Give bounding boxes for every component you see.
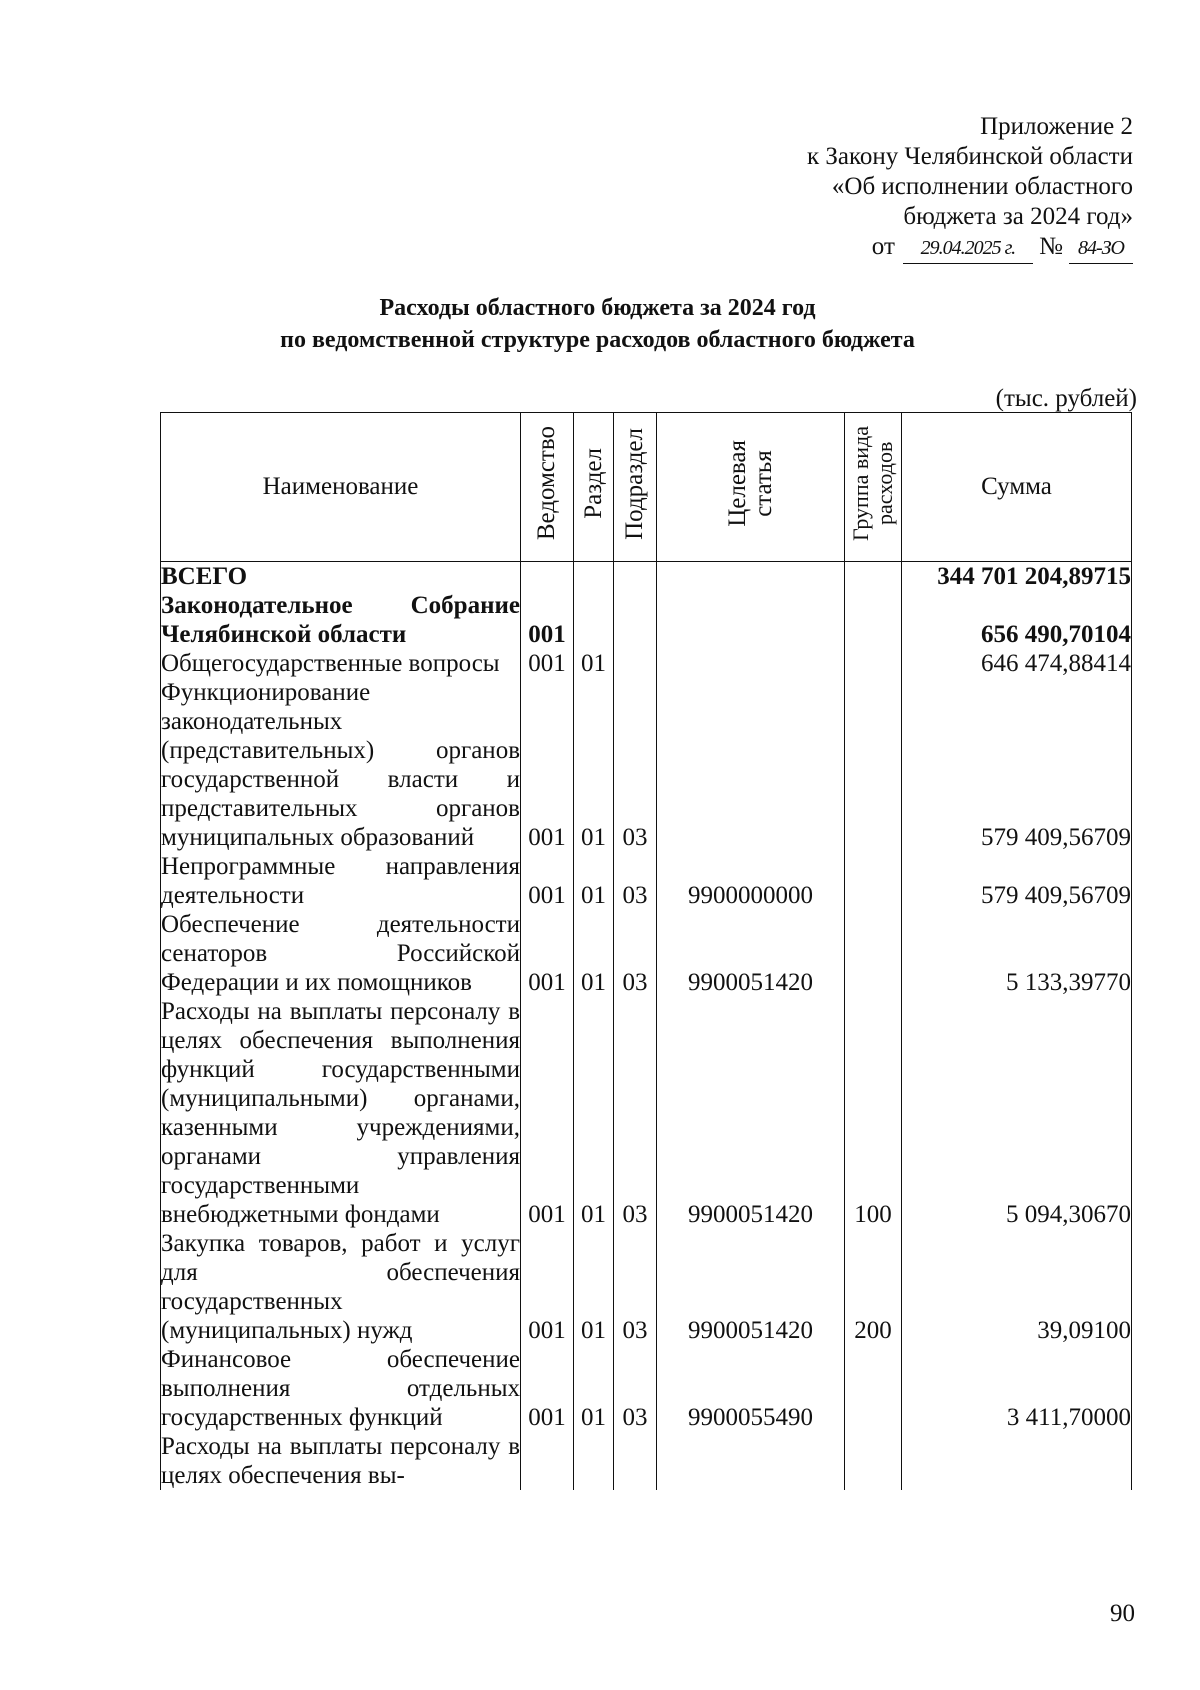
row-group: 100 — [845, 997, 902, 1229]
row-target — [657, 678, 845, 852]
row-subsection — [614, 591, 657, 649]
document-title — [0, 292, 1195, 356]
header-target: Целевая статья — [657, 413, 845, 562]
row-sum: 646 474,88414 — [902, 649, 1132, 678]
law-number: 84-ЗО — [1069, 233, 1133, 264]
row-dept: 001 — [521, 649, 574, 678]
table-row — [161, 910, 1132, 997]
appendix-date-line — [807, 232, 1133, 264]
row-dept: 001 — [521, 852, 574, 910]
table-row — [161, 1229, 1132, 1345]
row-name: Общегосударственные вопросы — [161, 649, 521, 678]
row-name: ВСЕГО — [161, 562, 521, 592]
row-target — [657, 562, 845, 592]
row-section: 01 — [574, 1345, 614, 1432]
appendix-line-3: «Об исполнении областного — [831, 173, 1133, 200]
row-section: 01 — [574, 910, 614, 997]
row-sum: 3 411,70000 — [902, 1345, 1132, 1432]
row-group — [845, 1432, 902, 1490]
row-group — [845, 591, 902, 649]
row-dept — [521, 562, 574, 592]
row-name: Закупка товаров, работ и услуг для обеспечения государственных (муниципальных) нужд — [161, 1230, 520, 1344]
row-dept: 001 — [521, 997, 574, 1229]
appendix-header — [807, 112, 1133, 264]
row-target: 9900055490 — [657, 1345, 845, 1432]
row-section — [574, 562, 614, 592]
header-dept: Ведомство — [521, 413, 574, 562]
table-row — [161, 852, 1132, 910]
row-name: Финансовое обеспечение выполнения отдельных государственных функций — [161, 1346, 520, 1431]
row-subsection: 03 — [614, 910, 657, 997]
page-number: 90 — [1110, 1600, 1135, 1627]
row-group — [845, 678, 902, 852]
units-label: (тыс. рублей) — [995, 385, 1137, 412]
row-subsection: 03 — [614, 678, 657, 852]
row-sum — [902, 1432, 1132, 1490]
law-date: 29.04.2025 г. — [903, 233, 1033, 264]
row-group — [845, 910, 902, 997]
title-line-1: Расходы областного бюджета за 2024 год — [379, 295, 816, 321]
table-row — [161, 678, 1132, 852]
row-group: 200 — [845, 1229, 902, 1345]
row-section: 01 — [574, 1229, 614, 1345]
header-section: Раздел — [574, 413, 614, 562]
appendix-line-2: к Закону Челябинской области — [807, 143, 1133, 170]
row-subsection: 03 — [614, 1345, 657, 1432]
row-dept: 001 — [521, 1345, 574, 1432]
row-dept: 001 — [521, 591, 574, 649]
row-dept: 001 — [521, 910, 574, 997]
row-section: 01 — [574, 678, 614, 852]
table-row — [161, 591, 1132, 649]
row-sum: 579 409,56709 — [902, 852, 1132, 910]
header-group: Группа вида расходов — [845, 413, 902, 562]
row-group — [845, 1345, 902, 1432]
row-sum: 5 133,39770 — [902, 910, 1132, 997]
row-section: 01 — [574, 997, 614, 1229]
row-target: 9900000000 — [657, 852, 845, 910]
table-row — [161, 562, 1132, 592]
row-name: Непрограммные направления деятельности — [161, 853, 520, 909]
row-subsection: 03 — [614, 852, 657, 910]
appendix-line-4: бюджета за 2024 год» — [903, 203, 1133, 230]
number-prefix: № — [1039, 233, 1063, 260]
row-target: 9900051420 — [657, 910, 845, 997]
row-target — [657, 591, 845, 649]
row-name: Расходы на выплаты персоналу в целях обеспечения вы- — [161, 1433, 520, 1489]
row-target — [657, 1432, 845, 1490]
title-line-2: по ведомственной структуре расходов областного бюджета — [280, 327, 915, 353]
row-dept: 001 — [521, 1229, 574, 1345]
table-row — [161, 1432, 1132, 1490]
appendix-line-1: Приложение 2 — [980, 113, 1133, 140]
table-row — [161, 1345, 1132, 1432]
row-subsection: 03 — [614, 997, 657, 1229]
row-subsection — [614, 1432, 657, 1490]
header-sum: Сумма — [902, 413, 1132, 562]
row-target: 9900051420 — [657, 997, 845, 1229]
row-sum: 5 094,30670 — [902, 997, 1132, 1229]
header-name: Наименование — [161, 413, 521, 562]
table-header-row — [161, 413, 1132, 562]
table-row — [161, 997, 1132, 1229]
row-dept: 001 — [521, 678, 574, 852]
row-dept — [521, 1432, 574, 1490]
row-subsection — [614, 649, 657, 678]
table-body — [161, 562, 1132, 1491]
row-name: Законодательное Собрание Челябинской области — [161, 592, 520, 648]
row-sum: 579 409,56709 — [902, 678, 1132, 852]
row-target: 9900051420 — [657, 1229, 845, 1345]
row-name: Расходы на выплаты персоналу в целях обеспечения выполнения функций государственными (муниципальными) органами, казенными учреждениями, органами управления государственными внебюджетными фондами — [161, 998, 520, 1228]
row-subsection: 03 — [614, 1229, 657, 1345]
table-row — [161, 649, 1132, 678]
row-group — [845, 649, 902, 678]
row-name: Обеспечение деятельности сенаторов Российской Федерации и их помощников — [161, 911, 520, 996]
row-sum: 39,09100 — [902, 1229, 1132, 1345]
header-subsection: Подраздел — [614, 413, 657, 562]
date-prefix: от — [871, 233, 895, 260]
row-sum: 344 701 204,89715 — [902, 562, 1132, 592]
row-subsection — [614, 562, 657, 592]
budget-table — [160, 412, 1132, 1490]
row-target — [657, 649, 845, 678]
row-group — [845, 562, 902, 592]
row-sum: 656 490,70104 — [902, 591, 1132, 649]
row-name: Функционирование законодательных (представительных) органов государственной власти и представительных органов муниципальных образований — [161, 679, 520, 851]
row-group — [845, 852, 902, 910]
row-section: 01 — [574, 649, 614, 678]
row-section — [574, 1432, 614, 1490]
row-section: 01 — [574, 852, 614, 910]
row-section — [574, 591, 614, 649]
